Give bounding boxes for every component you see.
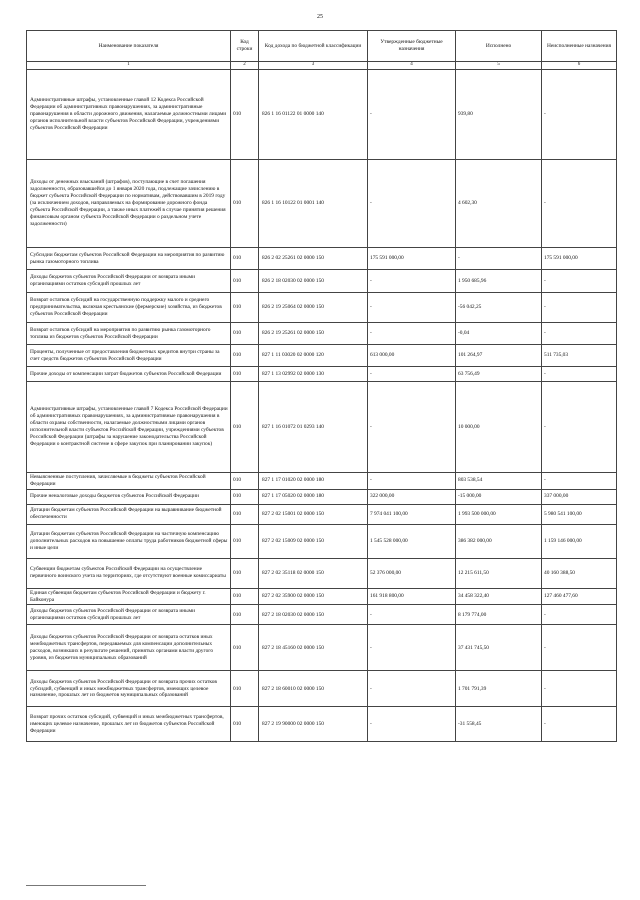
row-code: 010	[231, 524, 259, 558]
row-name: Доходы бюджетов субъектов Российской Федерации от возврата иными организациями остатков субсидий прошлых лет	[27, 270, 231, 293]
income-code: 827 2 18 45160 02 0000 150	[259, 625, 368, 671]
approved-amount: -	[368, 160, 456, 248]
row-code: 010	[231, 489, 259, 504]
header-approved: Утвержденные бюджетные назначения	[368, 31, 456, 62]
unexecuted-amount: 127 460 477,60	[542, 588, 617, 605]
income-code: 827 2 18 02030 02 0000 150	[259, 605, 368, 625]
approved-amount: -	[368, 367, 456, 382]
income-report-table	[26, 30, 617, 742]
column-number: 3	[259, 62, 368, 70]
approved-amount: 161 918 800,00	[368, 588, 456, 605]
column-number: 2	[231, 62, 259, 70]
row-code: 010	[231, 558, 259, 588]
row-code: 010	[231, 671, 259, 707]
income-code: 827 2 02 35118 02 0000 150	[259, 558, 368, 588]
income-code: 826 2 19 25261 02 0000 150	[259, 323, 368, 345]
executed-amount: 34 458 322,40	[456, 588, 542, 605]
row-name: Невыясненные поступления, зачисляемые в бюджеты субъектов Российской Федерации	[27, 473, 231, 490]
executed-amount: 10 000,00	[456, 382, 542, 473]
column-number-row	[27, 62, 617, 70]
row-name: Возврат остатков субсидий на государственную поддержку малого и среднего предпринимательства, включая крестьянские (фермерские) хозяйства, из бюджетов субъектов Российской Федерации	[27, 293, 231, 323]
row-name: Доходы от денежных взысканий (штрафов), поступающие в счет погашения задолженности, образовавшейся до 1 января 2020 года, подлежащие зачислению в бюджет субъекта Российской Федерации по нормативам, действовавшим в 2019 году (за исключением доходов, направляемых на формирование дорожного фонда субъекта Российской Федерации, а также иных платежей в случае принятия решения финансовым органом субъекта Российской Федерации о раздельном учете задолженности)	[27, 160, 231, 248]
table-row	[27, 605, 617, 625]
row-name: Доходы бюджетов субъектов Российской Федерации от возврата остатков иных межбюджетных трансфертов, передаваемых для компенсации дополнительных расходов, возникших в результате решений, принятых органами власти другого уровня, из бюджетов муниципальных образований	[27, 625, 231, 671]
income-code: 827 1 13 02992 02 0000 130	[259, 367, 368, 382]
income-code: 827 2 02 35900 02 0000 150	[259, 588, 368, 605]
header-name: Наименование показателя	[27, 31, 231, 62]
page-number: 25	[317, 14, 323, 20]
unexecuted-amount: -	[542, 605, 617, 625]
row-name: Административные штрафы, установленные главой 7 Кодекса Российской Федерации об административных правонарушениях, за административные правонарушения в области охраны собственности, налагаемые должностными лицами органов исполнительной власти субъектов Российской Федерации, учреждениями субъектов Российской Федерации (штрафы за нарушение законодательства Российской Федерации о контрактной системе в сфере закупок при планировании закупок)	[27, 382, 231, 473]
row-name: Субвенции бюджетам субъектов Российской Федерации на осуществление первичного воинского учета на территориях, где отсутствуют военные комиссариаты	[27, 558, 231, 588]
row-code: 010	[231, 293, 259, 323]
executed-amount: 12 215 611,50	[456, 558, 542, 588]
table-row	[27, 270, 617, 293]
table-body	[27, 70, 617, 742]
row-name: Административные штрафы, установленные главой 12 Кодекса Российской Федерации об административных правонарушениях, за административные правонарушения в области дорожного движения, налагаемые должностными лицами органов исполнительной власти субъектов Российской Федерации, учреждениями субъектов Российской Федерации	[27, 70, 231, 160]
income-code: 827 1 16 01072 01 0293 140	[259, 382, 368, 473]
row-code: 010	[231, 588, 259, 605]
row-code: 010	[231, 382, 259, 473]
executed-amount: -31 558,45	[456, 707, 542, 742]
row-code: 010	[231, 248, 259, 270]
table-row	[27, 160, 617, 248]
approved-amount: -	[368, 382, 456, 473]
table-row	[27, 323, 617, 345]
unexecuted-amount: 40 160 388,50	[542, 558, 617, 588]
income-code: 827 2 02 15001 02 0000 150	[259, 504, 368, 524]
unexecuted-amount: 337 000,00	[542, 489, 617, 504]
income-code: 827 2 19 90000 02 0000 150	[259, 707, 368, 742]
executed-amount: 63 756,49	[456, 367, 542, 382]
column-number: 6	[542, 62, 617, 70]
table-row	[27, 558, 617, 588]
unexecuted-amount: 175 591 000,00	[542, 248, 617, 270]
table-row	[27, 293, 617, 323]
row-name: Единая субвенция бюджетам субъектов Российской Федерации и бюджету г. Байконура	[27, 588, 231, 605]
approved-amount: -	[368, 671, 456, 707]
table-row	[27, 345, 617, 367]
row-name: Дотации бюджетам субъектов Российской Федерации на частичную компенсацию дополнительных расходов на повышение оплаты труда работников бюджетной сферы и иные цели	[27, 524, 231, 558]
row-name: Прочие неналоговые доходы бюджетов субъектов Российской Федерации	[27, 489, 231, 504]
table-row	[27, 70, 617, 160]
executed-amount: 8 179 774,00	[456, 605, 542, 625]
approved-amount: -	[368, 707, 456, 742]
row-name: Прочие доходы от компенсации затрат бюджетов субъектов Российской Федерации	[27, 367, 231, 382]
unexecuted-amount: 511 735,03	[542, 345, 617, 367]
unexecuted-amount: -	[542, 707, 617, 742]
row-name: Возврат прочих остатков субсидий, субвенций и иных межбюджетных трансфертов, имеющих целевое назначение, прошлых лет из бюджетов субъектов Российской Федерации	[27, 707, 231, 742]
row-code: 010	[231, 70, 259, 160]
row-name: Возврат остатков субсидий на мероприятия по развитию рынка газомоторного топлива из бюджетов субъектов Российской Федерации	[27, 323, 231, 345]
unexecuted-amount: 5 980 541 100,00	[542, 504, 617, 524]
income-code: 827 2 18 60010 02 0000 150	[259, 671, 368, 707]
executed-amount: 1 993 500 000,00	[456, 504, 542, 524]
table-row	[27, 625, 617, 671]
row-code: 010	[231, 367, 259, 382]
table-row	[27, 382, 617, 473]
approved-amount: 1 545 528 000,00	[368, 524, 456, 558]
approved-amount: -	[368, 323, 456, 345]
row-code: 010	[231, 707, 259, 742]
income-code: 827 2 02 15009 02 0000 150	[259, 524, 368, 558]
executed-amount: -56 042,25	[456, 293, 542, 323]
approved-amount: -	[368, 473, 456, 490]
approved-amount: 52 376 000,00	[368, 558, 456, 588]
column-number: 4	[368, 62, 456, 70]
row-code: 010	[231, 323, 259, 345]
table-row	[27, 524, 617, 558]
table-row	[27, 473, 617, 490]
row-code: 010	[231, 345, 259, 367]
approved-amount: 175 591 000,00	[368, 248, 456, 270]
row-code: 010	[231, 625, 259, 671]
income-code: 827 1 17 05020 02 0000 180	[259, 489, 368, 504]
unexecuted-amount: -	[542, 323, 617, 345]
executed-amount: -	[456, 248, 542, 270]
unexecuted-amount: -	[542, 367, 617, 382]
unexecuted-amount: -	[542, 270, 617, 293]
footer-rule	[26, 885, 146, 886]
row-code: 010	[231, 160, 259, 248]
approved-amount: 7 974 041 100,00	[368, 504, 456, 524]
approved-amount: -	[368, 270, 456, 293]
income-code: 827 1 17 01020 02 0000 180	[259, 473, 368, 490]
table-row	[27, 489, 617, 504]
executed-amount: -0,04	[456, 323, 542, 345]
table-row	[27, 707, 617, 742]
header-income-code: Код дохода по бюджетной классификации	[259, 31, 368, 62]
approved-amount: 613 000,00	[368, 345, 456, 367]
approved-amount: 322 000,00	[368, 489, 456, 504]
executed-amount: 1 950 685,96	[456, 270, 542, 293]
income-code: 826 2 02 25261 02 0000 150	[259, 248, 368, 270]
row-name: Доходы бюджетов субъектов Российской Федерации от возврата прочих остатков субсидий, субвенций и иных межбюджетных трансфертов, имеющих целевое назначение, прошлых лет из бюджетов муниципальных образований	[27, 671, 231, 707]
row-name: Субсидии бюджетам субъектов Российской Федерации на мероприятия по развитию рынка газомоторного топлива	[27, 248, 231, 270]
row-name: Проценты, полученные от предоставления бюджетных кредитов внутри страны за счет средств бюджетов субъектов Российской Федерации	[27, 345, 231, 367]
row-name: Доходы бюджетов субъектов Российской Федерации от возврата иными организациями остатков субсидий прошлых лет	[27, 605, 231, 625]
table-row	[27, 248, 617, 270]
header-executed: Исполнено	[456, 31, 542, 62]
income-code: 826 2 18 02030 02 0000 150	[259, 270, 368, 293]
unexecuted-amount: -	[542, 70, 617, 160]
row-code: 010	[231, 473, 259, 490]
unexecuted-amount: -	[542, 473, 617, 490]
row-name: Дотации бюджетам субъектов Российской Федерации на выравнивание бюджетной обеспеченности	[27, 504, 231, 524]
header-unexecuted: Неисполненные назначения	[542, 31, 617, 62]
executed-amount: 101 264,97	[456, 345, 542, 367]
income-code: 826 2 19 25064 02 0000 150	[259, 293, 368, 323]
approved-amount: -	[368, 625, 456, 671]
row-code: 010	[231, 605, 259, 625]
table-row	[27, 671, 617, 707]
table-row	[27, 588, 617, 605]
table-row	[27, 367, 617, 382]
executed-amount: 4 602,30	[456, 160, 542, 248]
unexecuted-amount: -	[542, 382, 617, 473]
approved-amount: -	[368, 605, 456, 625]
unexecuted-amount: -	[542, 160, 617, 248]
header-row-code: Код строки	[231, 31, 259, 62]
unexecuted-amount: -	[542, 671, 617, 707]
income-code: 826 1 16 10122 01 0001 140	[259, 160, 368, 248]
row-code: 010	[231, 270, 259, 293]
table-row	[27, 504, 617, 524]
executed-amount: -15 000,00	[456, 489, 542, 504]
column-number: 5	[456, 62, 542, 70]
approved-amount: -	[368, 70, 456, 160]
income-code: 827 1 11 03020 02 0000 120	[259, 345, 368, 367]
executed-amount: 939,80	[456, 70, 542, 160]
executed-amount: 386 382 000,00	[456, 524, 542, 558]
approved-amount: -	[368, 293, 456, 323]
unexecuted-amount: 1 159 146 000,00	[542, 524, 617, 558]
column-number: 1	[27, 62, 231, 70]
unexecuted-amount: -	[542, 293, 617, 323]
unexecuted-amount: -	[542, 625, 617, 671]
executed-amount: 37 431 745,50	[456, 625, 542, 671]
executed-amount: 1 701 791,39	[456, 671, 542, 707]
executed-amount: 803 538,54	[456, 473, 542, 490]
row-code: 010	[231, 504, 259, 524]
table-header-row	[27, 31, 617, 62]
income-code: 826 1 16 01122 01 0000 140	[259, 70, 368, 160]
